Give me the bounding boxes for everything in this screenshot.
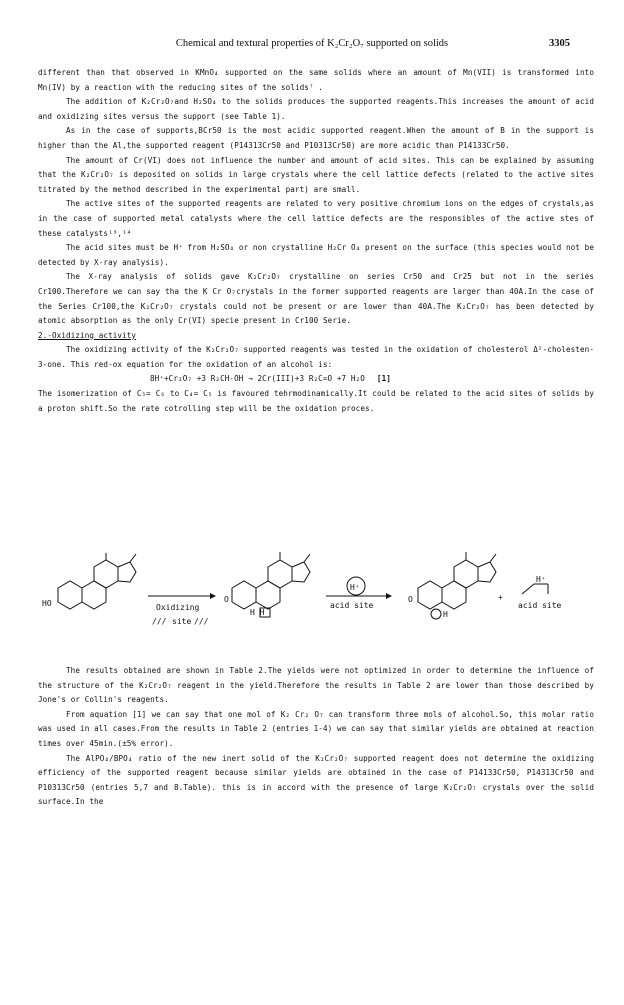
label-oxidizing: Oxidizing (156, 603, 200, 612)
label-hh: H H (250, 608, 265, 617)
paragraph: The results obtained are shown in Table 2.The yields were not optimized in order to determine the influence of the structure of the K₂Cr₂O₇ reagent in the yield.Therefore the results in Table 2 are lower than those described by Jone's or Collin's reagents. (38, 666, 594, 705)
equation (38, 372, 594, 387)
body-text-top (38, 66, 594, 416)
reaction-arrowhead (386, 593, 392, 599)
equation-number: [1] (376, 374, 391, 384)
paragraph: The AlPO₄/BPO₄ ratio of the new inert solid of the K₂Cr₂O₇ supported reagent does not determine the oxidizing efficiency of the supported reagent because similar yields are obtained in the case of P14133Cr50, P14313Cr50 and P10313Cr50 (entries 5,7 and 8.Table). this is in accord with the presence of large K₂Cr₂O₇ crystals over the solid surface.In the (38, 753, 594, 807)
label-plus: + (498, 593, 503, 602)
label-site: /// (152, 617, 167, 626)
paragraph: The isomerization of C₅= C₆ to C₄= C₅ is favoured tehrmodinamically.It could be related to the acid sites of solids by a proton shift.So the rate cotrolling step will be the oxidation proces. (38, 389, 594, 413)
label-h: H (443, 610, 448, 619)
acid-site-proton (522, 584, 548, 594)
cholesterol-structure (58, 553, 136, 609)
label-h-plus: H⁺ (350, 583, 360, 592)
label-o: O (408, 595, 413, 604)
label-h-plus: H⁺ (536, 575, 546, 584)
paragraph: The active sites of the supported reagents are related to very positive chromium ions on the edges of crystals,as in the case of supported metal catalysts where the cell lattice defects are the responsibles of the active stes of these catalysts¹³,¹⁴ (38, 199, 594, 238)
paragraph: The amount of Cr(VI) does not influence the number and amount of acid sites. This can be explained by assuming that the K₂Cr₂O₇ is deposited on solids in large crystals where the cell lattice defects (related to the active sites titrated by the method described in the experimental part) are small. (38, 155, 594, 194)
hatch-mark: /// (194, 617, 209, 626)
body-text-bottom (38, 664, 594, 810)
label-acid-site: acid site (518, 601, 562, 610)
paragraph: The oxidizing activity of the K₂Cr₂O₇ supported reagents was tested in the oxidation of cholesterol Δ²-cholesten-3-one. This red-ox equation for the oxidation of an alcohol is: (38, 345, 594, 369)
reaction-scheme-drawing (40, 548, 590, 648)
reaction-scheme (40, 548, 590, 648)
label-acid-site: acid site (330, 601, 374, 610)
label-o: O (224, 595, 229, 604)
paragraph: The acid sites must be H⁺ from H₂SO₄ or non crystalline H₂Cr O₄ present on the surface (this species would not be detected by X-ray analysis). (38, 243, 594, 267)
label-ho: HO (42, 599, 52, 608)
paragraph: From aquation [1] we can say that one mol of K₂ Cr₂ O₇ can transform three mols of alcohol.So, this molar ratio was used in all cases.From the results in Table 2 (entries 1-4) we can say that similar yields are obtained at reaction times over 45min.(±5% error). (38, 709, 594, 748)
product-structure (418, 552, 496, 619)
intermediate-structure (232, 552, 310, 617)
page-number: 3305 (549, 38, 570, 49)
running-header (0, 38, 624, 52)
equation-body: 8H⁺+Cr₂O₇ +3 R₂CH-OH → 2Cr(III)+3 R₂C=O +7 H₂O (150, 374, 365, 384)
label-site-word: site (172, 617, 192, 626)
reaction-arrowhead (210, 593, 216, 599)
running-title: Chemical and textural properties of K₂Cr₂O₇ supported on solids (175, 38, 449, 49)
paragraph: different than that observed in KMnO₄ supported on the same solids where an amount of Mn(VII) is transformed into Mn(IV) by a reaction with the reducing sites of the solids⁷ . (38, 68, 594, 92)
paragraph: The X-ray analysis of solids gave K₂Cr₂O₇ crystalline on series Cr50 and Cr25 but not in the series Cr100.Therefore we can say tha the K Cr O₇crystals in the former supported reagents are larger than 40A.In the case of the Series Cr100,the K₂Cr₂O₇ crystals could not be present or are lower than 40A.The K₂Cr₂O₇ has been detected by atomic absorption as the only Cr(VI) specie present in Cr100 Serie. (38, 272, 594, 326)
section-heading: 2.-Oxidizing activity (38, 330, 137, 340)
paragraph: The addition of K₂Cr₂O₇and H₂SO₄ to the solids produces the supported reagents.This increases the amount of acid and oxidizing sites versus the support (see Table 1). (38, 97, 594, 121)
paragraph: As in the case of supports,BCr50 is the most acidic supported reagent.When the amount of B in the support is higher than the Al,the supported reagent (P14313Cr50 and P10313Cr50) are more acidic than P14133Cr50. (38, 126, 594, 150)
